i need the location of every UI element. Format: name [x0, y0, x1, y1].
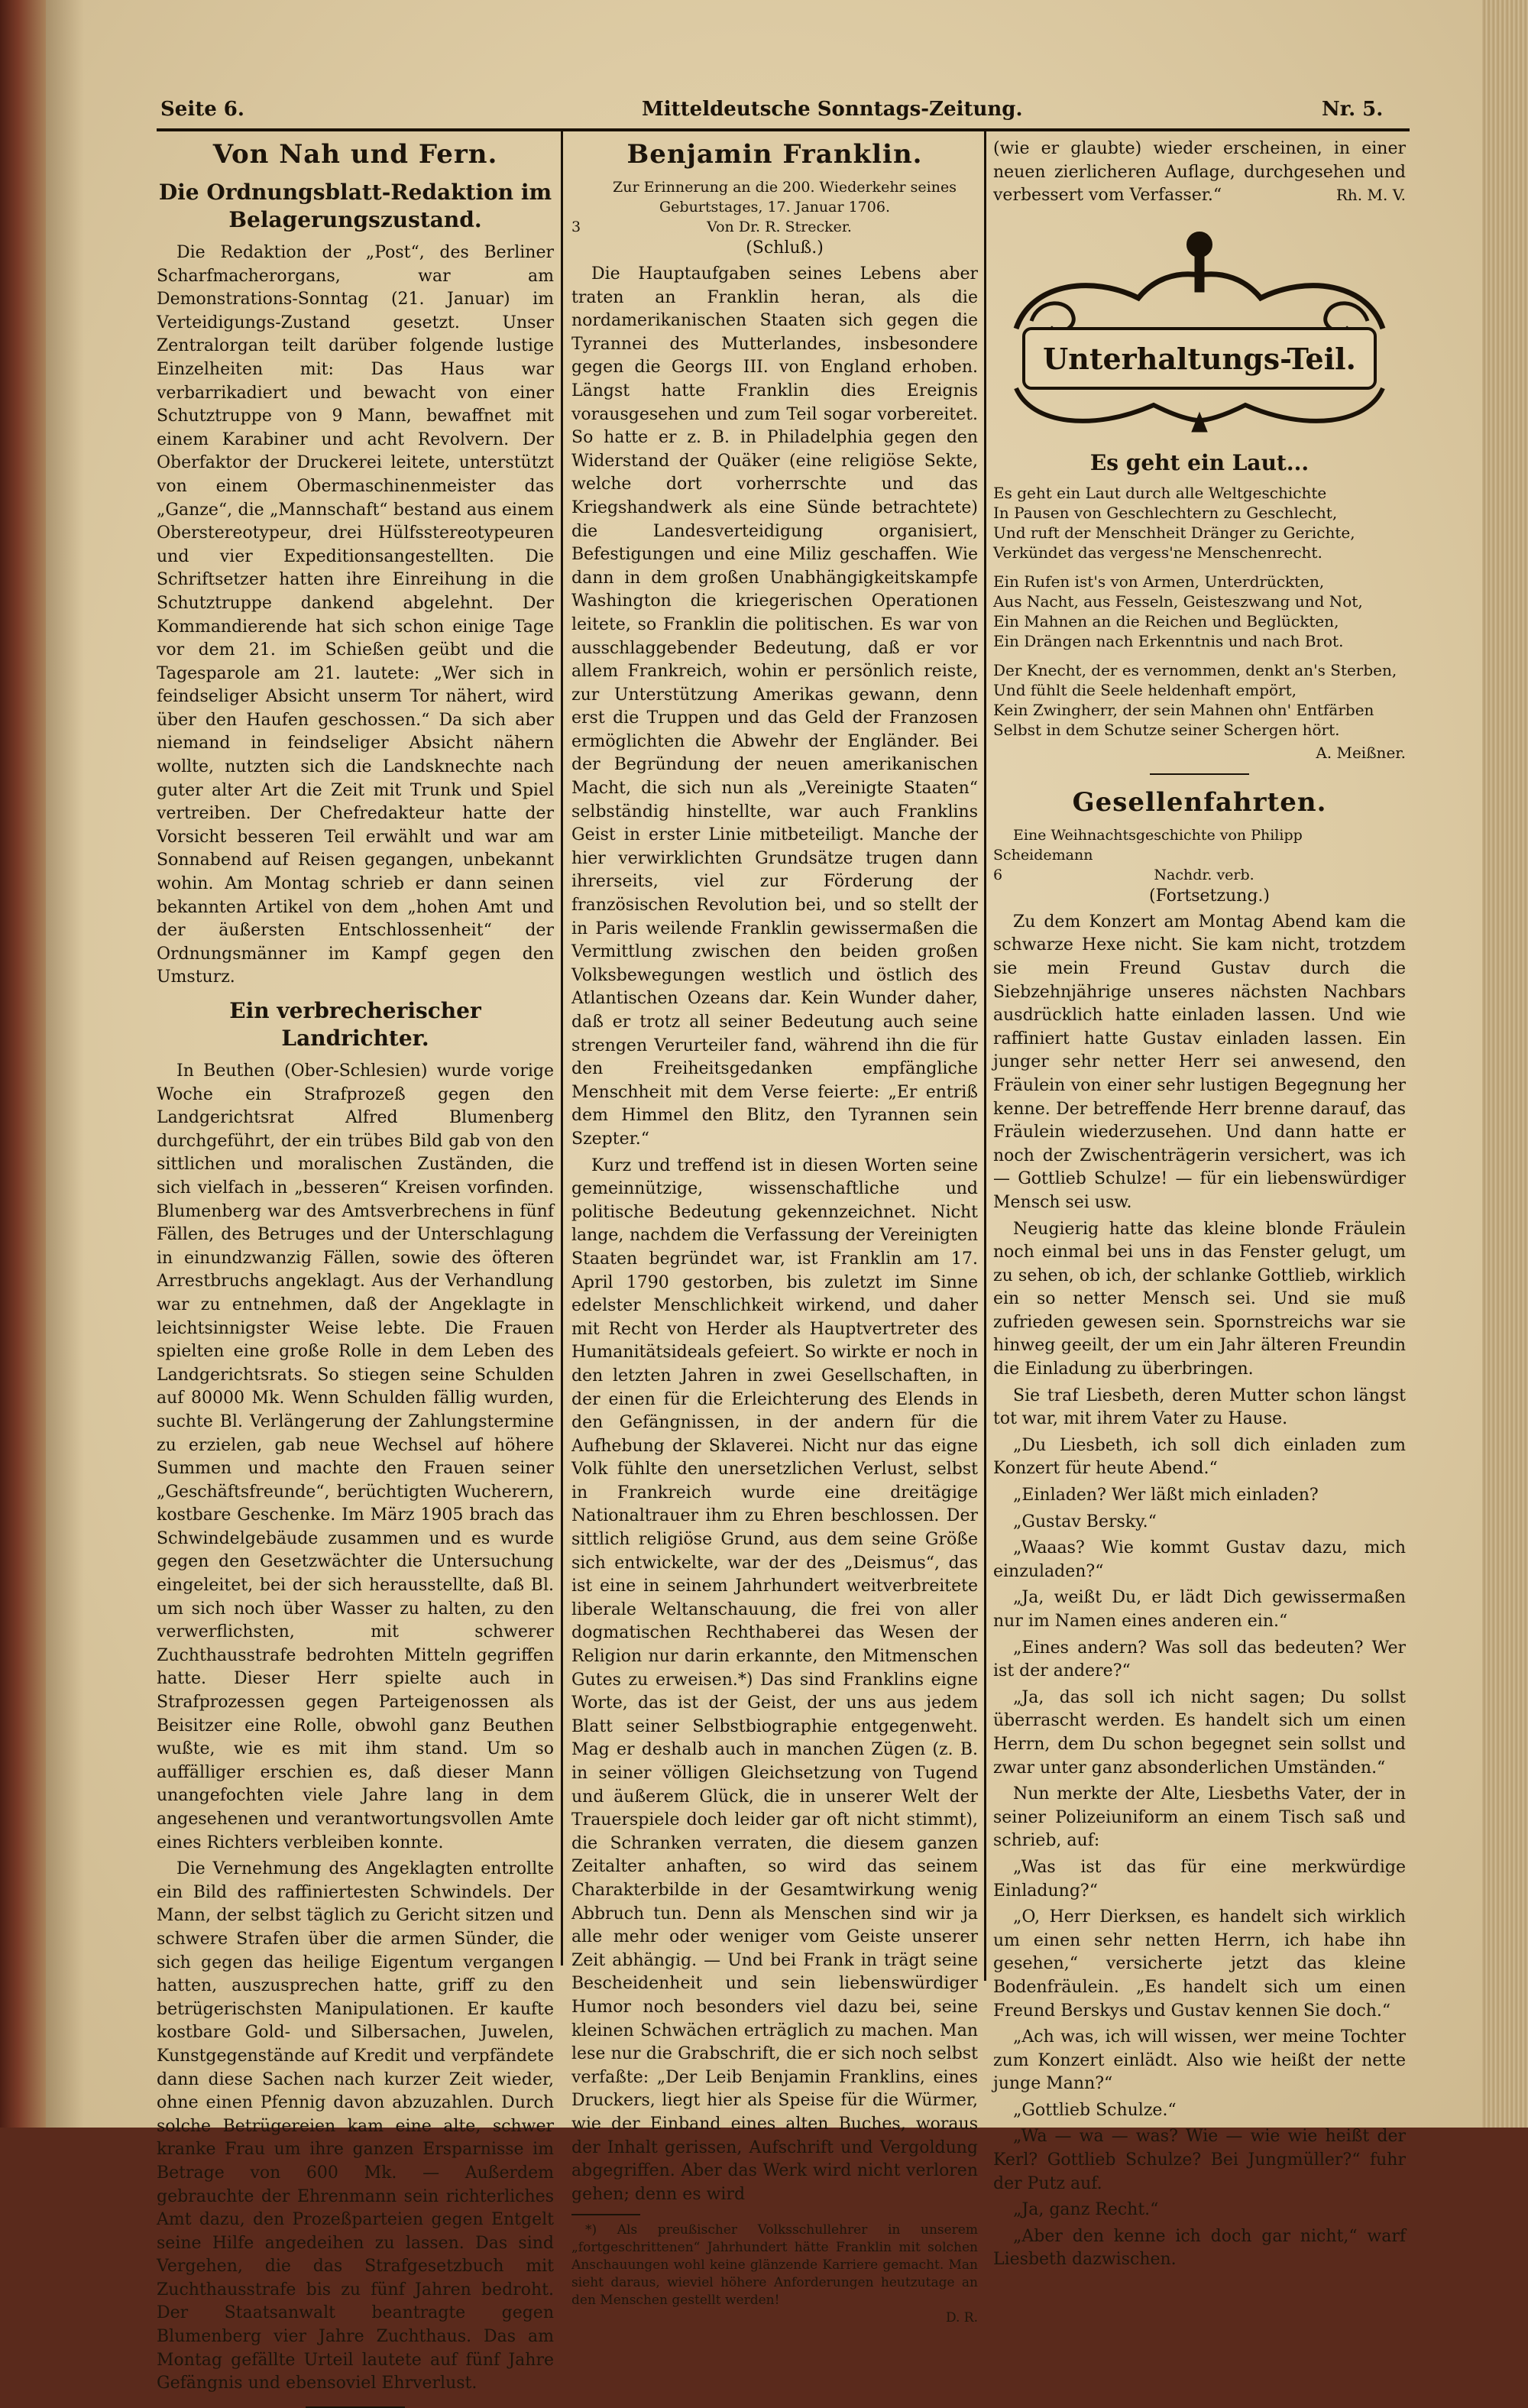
footnote-signature: D. R. [945, 2310, 978, 2326]
paragraph: „Aber den kenne ich doch gar nicht,“ warf Liesbeth dazwischen. [993, 2226, 1406, 2270]
ornament-scroll-right [1326, 303, 1368, 331]
footnote: *) Als preußischer Volksschullehrer in unserem „fortgeschrittenen“ Jahrhundert hätte Franklin mit solchen Anschauungen wohl keine glänzende Karriere gemacht. Man sieht daraus, wieviel höhere Anforderungen heutzutage an den Menschen gestellt werden! [571, 2222, 978, 2309]
paragraph: „O, Herr Dierksen, es handelt sich wirklich um einen sehr netten Herrn, ich habe ihn gesehen,“ versicherte jetzt das kleine Bodenfräulein. „Es handelt sich um einen Freund Berskys und Gustav kennen Sie doch.“ [993, 1907, 1406, 2021]
paragraph: „Einladen? Wer läßt mich einladen? [1013, 1486, 1319, 1505]
ornament-drop-icon [1192, 413, 1207, 432]
newspaper-title: Mitteldeutsche Sonntags-Zeitung. [642, 98, 1023, 121]
paragraph: „Ach was, ich will wissen, wer meine Tochter zum Konzert einlädt. Also wie heißt der nette junge Mann?“ [993, 2027, 1406, 2094]
poem-line: Es geht ein Laut durch alle Weltgeschichte [993, 483, 1327, 502]
header-rule [157, 128, 1410, 131]
torch-icon [1195, 254, 1204, 292]
installment-number: 6 [993, 866, 1003, 883]
paragraph: Zu dem Konzert am Montag Abend kam die schwarze Hexe nicht. Sie kam nicht, trotzdem sie mein Freund Gustav durch die Siebzehnjährige unseres nächsten Nachbars ausdrücklich hatte einladen lassen. Und wie raffiniert hatte Gustav einladen lassen. Ein junger sehr netter Herr sei anwesend, den Fräulein von einer sehr lustigen Begegnung her kenne. Der betreffende Herr brenne darauf, das Fräulein wiederzusehen. Und dann hatte er noch der Zwischenträgerin versichert, was ich — Gottlieb Schulze! — für ein liebenswürdiger Mensch sei usw. [993, 912, 1406, 1212]
page-edges [1482, 0, 1528, 2128]
reprint-note: Nachdr. verb. [1154, 866, 1254, 883]
paragraph: „Waaas? Wie kommt Gustav dazu, mich einzuladen?“ [993, 1538, 1406, 1581]
section-title: Von Nah und Fern. [212, 139, 498, 170]
column-right [993, 138, 1406, 2270]
paragraph: „Gottlieb Schulze.“ [1013, 2100, 1177, 2120]
poem-stanza [993, 572, 1406, 651]
paragraph: Kurz und treffend ist in diesen Worten seine gemeinnützige, wissenschaftliche und politische Bedeutung gekennzeichnet. Nicht lange, nachdem die Verfassung der Vereinigten Staaten begründet war, ist Franklin am 17. April 1790 gestorben, bis zuletzt im Sinne edelster Menschlichkeit wirkend, und daher mit Recht von Herder als Hauptvertreter des Humanitätsideals gefeiert. So wirkte er noch in den letzten Jahren in zwei Gesellschaften, in der einen für die Erleichterung des Elends in den Gefängnissen, in der andern für die Aufhebung der Sklaverei. Nicht nur das eigne Volk fühlte den unersetzlichen Verlust, selbst in Frankreich wurde eine dreitägige Nationaltrauer ihm zu Ehren beschlossen. Der sittlich religiöse Grund, aus dem seine Größe sich entwickelte, war der des „Deismus“, das ist eine in seinem Jahrhundert weitverbreitete liberale Weltanschauung, die frei von aller dogmatischen Rechthaberei das Wesen der Religion nur darin erkannte, den Mitmenschen Gutes zu erweisen.*) Das sind Franklins eigne Worte, das ist der Geist, der uns aus jedem Blatt seiner Selbstbiographie entgegenweht. Mag er deshalb auch in manchen Zügen (z. B. in seiner völligen Gleichsetzung von Tugend und äußerem Glück, die in unserer Welt der Trauerspiele doch leider gar oft nicht stimmt), die Schranken verraten, die diesem ganzen Zeitalter anhaften, so wird das seinem Charakterbilde in der Gesamtwirkung wenig Abbruch tun. Denn als Menschen sind wir ja alle mehr oder weniger vom Geiste unserer Zeit abhängig. — Und bei Frank in trägt seine Bescheidenheit und sein liebenswürdiger Humor noch besonders viel dazu bei, seine kleinen Schwächen erträglich zu machen. Man lese nur die Grabschrift, die er sich noch selbst verfaßte: „Der Leib Benjamin Franklins, eines Druckers, liegt hier als Speise für die Würmer, wie der Einband eines alten Buches, woraus der Inhalt gerissen, Aufschrift und Vergoldung abgegriffen. Aber das Werk wird nicht verloren gehen; denn es wird [571, 1155, 978, 2204]
issue-number: Nr. 5. [1322, 98, 1384, 121]
poem-line: Selbst in dem Schutze seiner Schergen hört. [993, 720, 1340, 739]
banner-title: Unterhaltungs-Teil. [1043, 341, 1356, 376]
article-body [157, 241, 554, 990]
paragraph: Sie traf Liesbeth, deren Mutter schon längst tot war, mit ihrem Vater zu Hause. [993, 1385, 1406, 1429]
column-rule [984, 131, 986, 1981]
story-byline-row [993, 865, 1406, 885]
article-body [571, 263, 978, 2206]
column-middle [571, 138, 978, 2326]
section-rule [1150, 773, 1249, 775]
ornament-scroll-left [1031, 303, 1073, 331]
paragraph: „Wa — wa — was? Wie — wie wie heißt der Kerl? Gottlieb Schulze? Bei Jungmüller?“ fuhr der Putz auf. [993, 2127, 1406, 2193]
author: Von Dr. R. Strecker. [707, 219, 852, 235]
paragraph: „Was ist das für eine merkwürdige Einladung?“ [993, 1857, 1406, 1901]
poem-line: Kein Zwingherr, der sein Mahnen ohn' Entfärben [993, 700, 1374, 719]
story-title: Gesellenfahrten. [1072, 786, 1327, 818]
poem-line: Ein Mahnen an die Reichen und Beglückten, [993, 611, 1339, 630]
footnote-rule [571, 2214, 640, 2215]
poem-signature: A. Meißner. [1316, 743, 1406, 762]
column-rule [561, 131, 563, 1966]
installment-number: 3 [571, 219, 581, 235]
paragraph: „Ja, weißt Du, er lädt Dich gewissermaßen nur im Namen eines anderen ein.“ [993, 1588, 1406, 1631]
poem-line: Und ruft der Menschheit Dränger zu Gerichte, [993, 523, 1355, 542]
paragraph: Neugierig hatte das kleine blonde Fräulein noch einmal bei uns in das Fenster gelugt, um zu sehen, ob ich, der schlanke Gottlieb, wirklich ein so netter Mensch sei. Und sie muß zufrieden gewesen sein. Spornstreichs war sie hinweg geeilt, der um ein Jahr älteren Freundin die Einladung zu überbringen. [993, 1219, 1406, 1379]
paragraph: „Du Liesbeth, ich soll dich einladen zum Konzert für heute Abend.“ [993, 1435, 1406, 1479]
article-title: Die Ordnungsblatt-Redaktion im Belagerungszustand. [158, 180, 552, 232]
quote-signature: Rh. M. V. [1335, 185, 1406, 204]
section-banner [1001, 214, 1398, 443]
torch-flame-icon [1187, 232, 1212, 257]
paragraph: „Ja, das soll ich nicht sagen; Du sollst überrascht werden. Es handelt sich um einen Herrn, dem Du schon begegnet sein sollst und zwar unter ganz absonderlichen Umständen.“ [993, 1687, 1406, 1778]
paragraph: Nun merkte der Alte, Liesbeths Vater, der in seiner Polizeiuniform an einem Tisch saß und schrieb, auf: [993, 1784, 1406, 1851]
poem-line: In Pausen von Geschlechtern zu Geschlecht, [993, 503, 1338, 522]
story-byline: Eine Weihnachtsgeschichte von Philipp Scheidemann [993, 826, 1303, 864]
paragraph: Die Hauptaufgaben seines Lebens aber traten an Franklin heran, als die nordamerikanischen Staaten sich gegen die Tyrannei des Mutterlandes, insbesondere gegen die Georgs III. von England erhoben. Längst hatte Franklin dies Ereignis vorausgesehen und zum Teil sogar vorbereitet. So hatte er z. B. in Philadelphia gegen den Widerstand der Quäker (eine religiöse Sekte, welche dort vorherrschte und das Kriegshandwerk als eine Sünde betrachtete) die Landesverteidigung organisiert, Befestigungen und eine Miliz geschaffen. Wie dann in dem großen Unabhängigkeitskampfe Washington die kriegerischen Operationen leitete, so Franklin die politischen. Es war von ausschlaggebender Bedeutung, daß er vor allem Frankreich, wohin er persönlich reiste, zur Unterstützung Amerikas gewann, denn erst die Truppen und das Geld der Franzosen ermöglichten die Abwehr der Engländer. Bei der Begründung der neuen amerikanischen Macht, die sich nun als „Vereinigte Staaten“ selbständig hinstellte, war auch Franklins Geist in erster Linie mitbeteiligt. Manche der hier verwirklichten Grundsätze trugen dann ihrerseits, viel zur Förderung der französischen Revolution bei, und so stellt der in Paris weilende Franklin gewissermaßen die Vermittlung zwischen den beiden großen Volksbewegungen westlich und östlich des Atlantischen Ozeans dar. Kein Wunder daher, daß er trotz all seiner Bedeutung auch seine strengen Verurteiler fand, während ihn die für den Freiheitsgedanken empfängliche Menschheit mit dem Verse feierte: „Er entriß dem Himmel den Blitz, den Tyrannen sein Szepter.“ [571, 264, 978, 1149]
paragraph: Die Redaktion der „Post“, des Berliner Scharfmacherorgans, war am Demonstrations-Sonntag (21. Januar) im Verteidigungs-Zustand gesetzt. Unser Zentralorgan teilt darüber folgende lustige Einzelheiten mit: Das Haus war verbarrikadiert und bewacht von einer Schutztruppe von 9 Mann, bewaffnet mit einem Karabiner und acht Revolvern. Der Oberfaktor der Druckerei leitete, unterstützt von einem Obermaschinenmeister das „Ganze“, die „Mannschaft“ bestand aus einem Oberstereotypeur, drei Hülfsstereotypeuren und vier Expeditionsangestellten. Die Schriftsetzer hatten ihre Einreihung in die Schutztruppe dankend abgelehnt. Der Kommandierende hat sich schon einige Tage vor dem 21. im Schießen geübt und die Tagesparole am 21. lautete: „Wer sich in feindseliger Absicht unserm Tor nähert, wird über den Haufen geschossen.“ Da sich aber niemand in feindseliger Absicht nähern wollte, nutzten sich die Landsknechte nach guter alter Art die Zeit mit Trunk und Spiel vertreiben. Der Chefredakteur hatte der Vorsicht besseren Teil erwählt und war am Sonnabend auf Reisen gegangen, unbekannt wohin. Am Montag schrieb er dann seinen bekannten Artikel von dem „hohen Amt und der äußersten Entschlossenheit“ der Ordnungsmänner im Kampf gegen den Umsturz. [157, 243, 554, 987]
paragraph: Die Vernehmung des Angeklagten entrollte ein Bild des raffiniertesten Schwindels. Der Mann, der selbst täglich zu Gericht sitzen und schwere Strafen über die armen Sünder, die sich gegen das heilige Eigentum vergangen hatten, auszusprechen hatte, griff zu den betrügerischsten Manipulationen. Er kaufte kostbare Gold- und Silbersachen, Juwelen, Kunstgegenstände auf Kredit und verpfändete dann diese Sachen nach kurzer Zeit wieder, ohne einen Pfennig davon abzuzahlen. Durch solche Betrügereien kam eine alte, schwer kranke Frau um ihre ganzen Ersparnisse im Betrage von 600 Mk. — Außerdem gebrauchte der Ehrenmann sein richterliches Amt dazu, den Prozeßparteien gegen Entgelt seine Hilfe angedeihen zu lassen. Das sind Vergehen, die das Strafgesetzbuch mit Zuchthausstrafe bis zu fünf Jahren bedroht. Der Staatsanwalt beantragte gegen Blumenberg vier Jahre Zuchthaus. Das am Montag gefällte Urteil lautete auf fünf Jahre Gefängnis und ebensoviel Ehrverlust. [157, 1859, 554, 2393]
poem-stanza [993, 660, 1406, 740]
poem-stanza [993, 483, 1406, 562]
book-binding [0, 0, 46, 2128]
byline-row [571, 217, 978, 237]
paragraph: In Beuthen (Ober-Schlesien) wurde vorige Woche ein Strafprozeß gegen den Landgerichtsrat Alfred Blumenberg durchgeführt, der ein trübes Bild gab von den sittlichen und moralischen Zuständen, die sich vielfach in „besseren“ Kreisen vorfinden. Blumenberg war des Amtsverbrechens in fünf Fällen, des Betruges und der Unterschlagung in einundzwanzig Fällen, sowie des öfteren Arrestbruchs angeklagt. Aus der Verhandlung war zu entnehmen, daß der Angeklagte in leichtsinnigster Weise lebte. Die Frauen spielten eine große Rolle in dem Leben des Landgerichtsrats. So stiegen seine Schulden auf 80000 Mk. Wenn Schulden fällig wurden, suchte Bl. Verlängerung der Zahlungstermine zu erzielen, gab neue Wechsel auf höhere Summen und machte den Frauen seiner „Geschäftsfreunde“, berüchtigten Wucherern, kostbare Geschenke. Im März 1905 brach das Schwindelgebäude zusammen und es wurde gegen den Gesetzwächter die Untersuchung eingeleitet, bei der sich herausstellte, daß Bl. um sich noch über Wasser zu halten, zu den verwerflichsten, mit schwerer Zuchthausstrafe bedrohten Mitteln gegriffen hatte. Dieser Herr spielte auch in Strafprozessen gegen Parteigenossen als Beisitzer eine Rolle, obwohl ganz Beuthen wußte, wie es mit ihm stand. Um so auffälliger erschien es, daß dieser Mann unangefochten viele Jahre lang in dem angesehenen und verantwortungsvollen Amte eines Richters verbleiben konnte. [157, 1061, 554, 1852]
poem [993, 483, 1406, 763]
continuation-note: (Fortsetzung.) [1149, 886, 1270, 906]
poem-line: Ein Drängen nach Erkenntnis und nach Brot. [993, 631, 1344, 650]
poem-title: Es geht ein Laut... [1089, 449, 1309, 475]
paragraph: „Eines andern? Was soll das bedeuten? Wer ist der andere?“ [993, 1638, 1406, 1681]
poem-line: Verkündet das vergess'ne Menschenrecht. [993, 543, 1322, 562]
paragraph: „Ja, ganz Recht.“ [1013, 2200, 1159, 2220]
continuation-note: (Schluß.) [746, 238, 824, 258]
poem-line: Und fühlt die Seele heldenhaft empört, [993, 680, 1297, 699]
column-left [157, 138, 554, 2393]
story-body [993, 911, 1406, 2272]
poem-line: Ein Rufen ist's von Armen, Unterdrückten, [993, 572, 1325, 591]
article-title: Ein verbrecherischer Landrichter. [229, 998, 481, 1051]
paragraph: „Gustav Bersky.“ [1013, 1512, 1157, 1531]
article-title: Benjamin Franklin. [626, 139, 923, 170]
poem-line: Der Knecht, der es vernommen, denkt an's Sterben, [993, 660, 1397, 679]
page-number: Seite 6. [160, 98, 244, 121]
poem-line: Aus Nacht, aus Fesseln, Geisteszwang und Not, [993, 591, 1363, 611]
paragraph: (wie er glaubte) wieder erscheinen, in einer neuen zierlicheren Auflage, durchgesehen und verbessert vom Verfasser.“ [993, 139, 1406, 206]
binding-shadow [46, 0, 84, 2128]
article-subtitle: Zur Erinnerung an die 200. Wiederkehr seines Geburtstages, 17. Januar 1706. [613, 179, 957, 216]
article-body [157, 1060, 554, 2396]
